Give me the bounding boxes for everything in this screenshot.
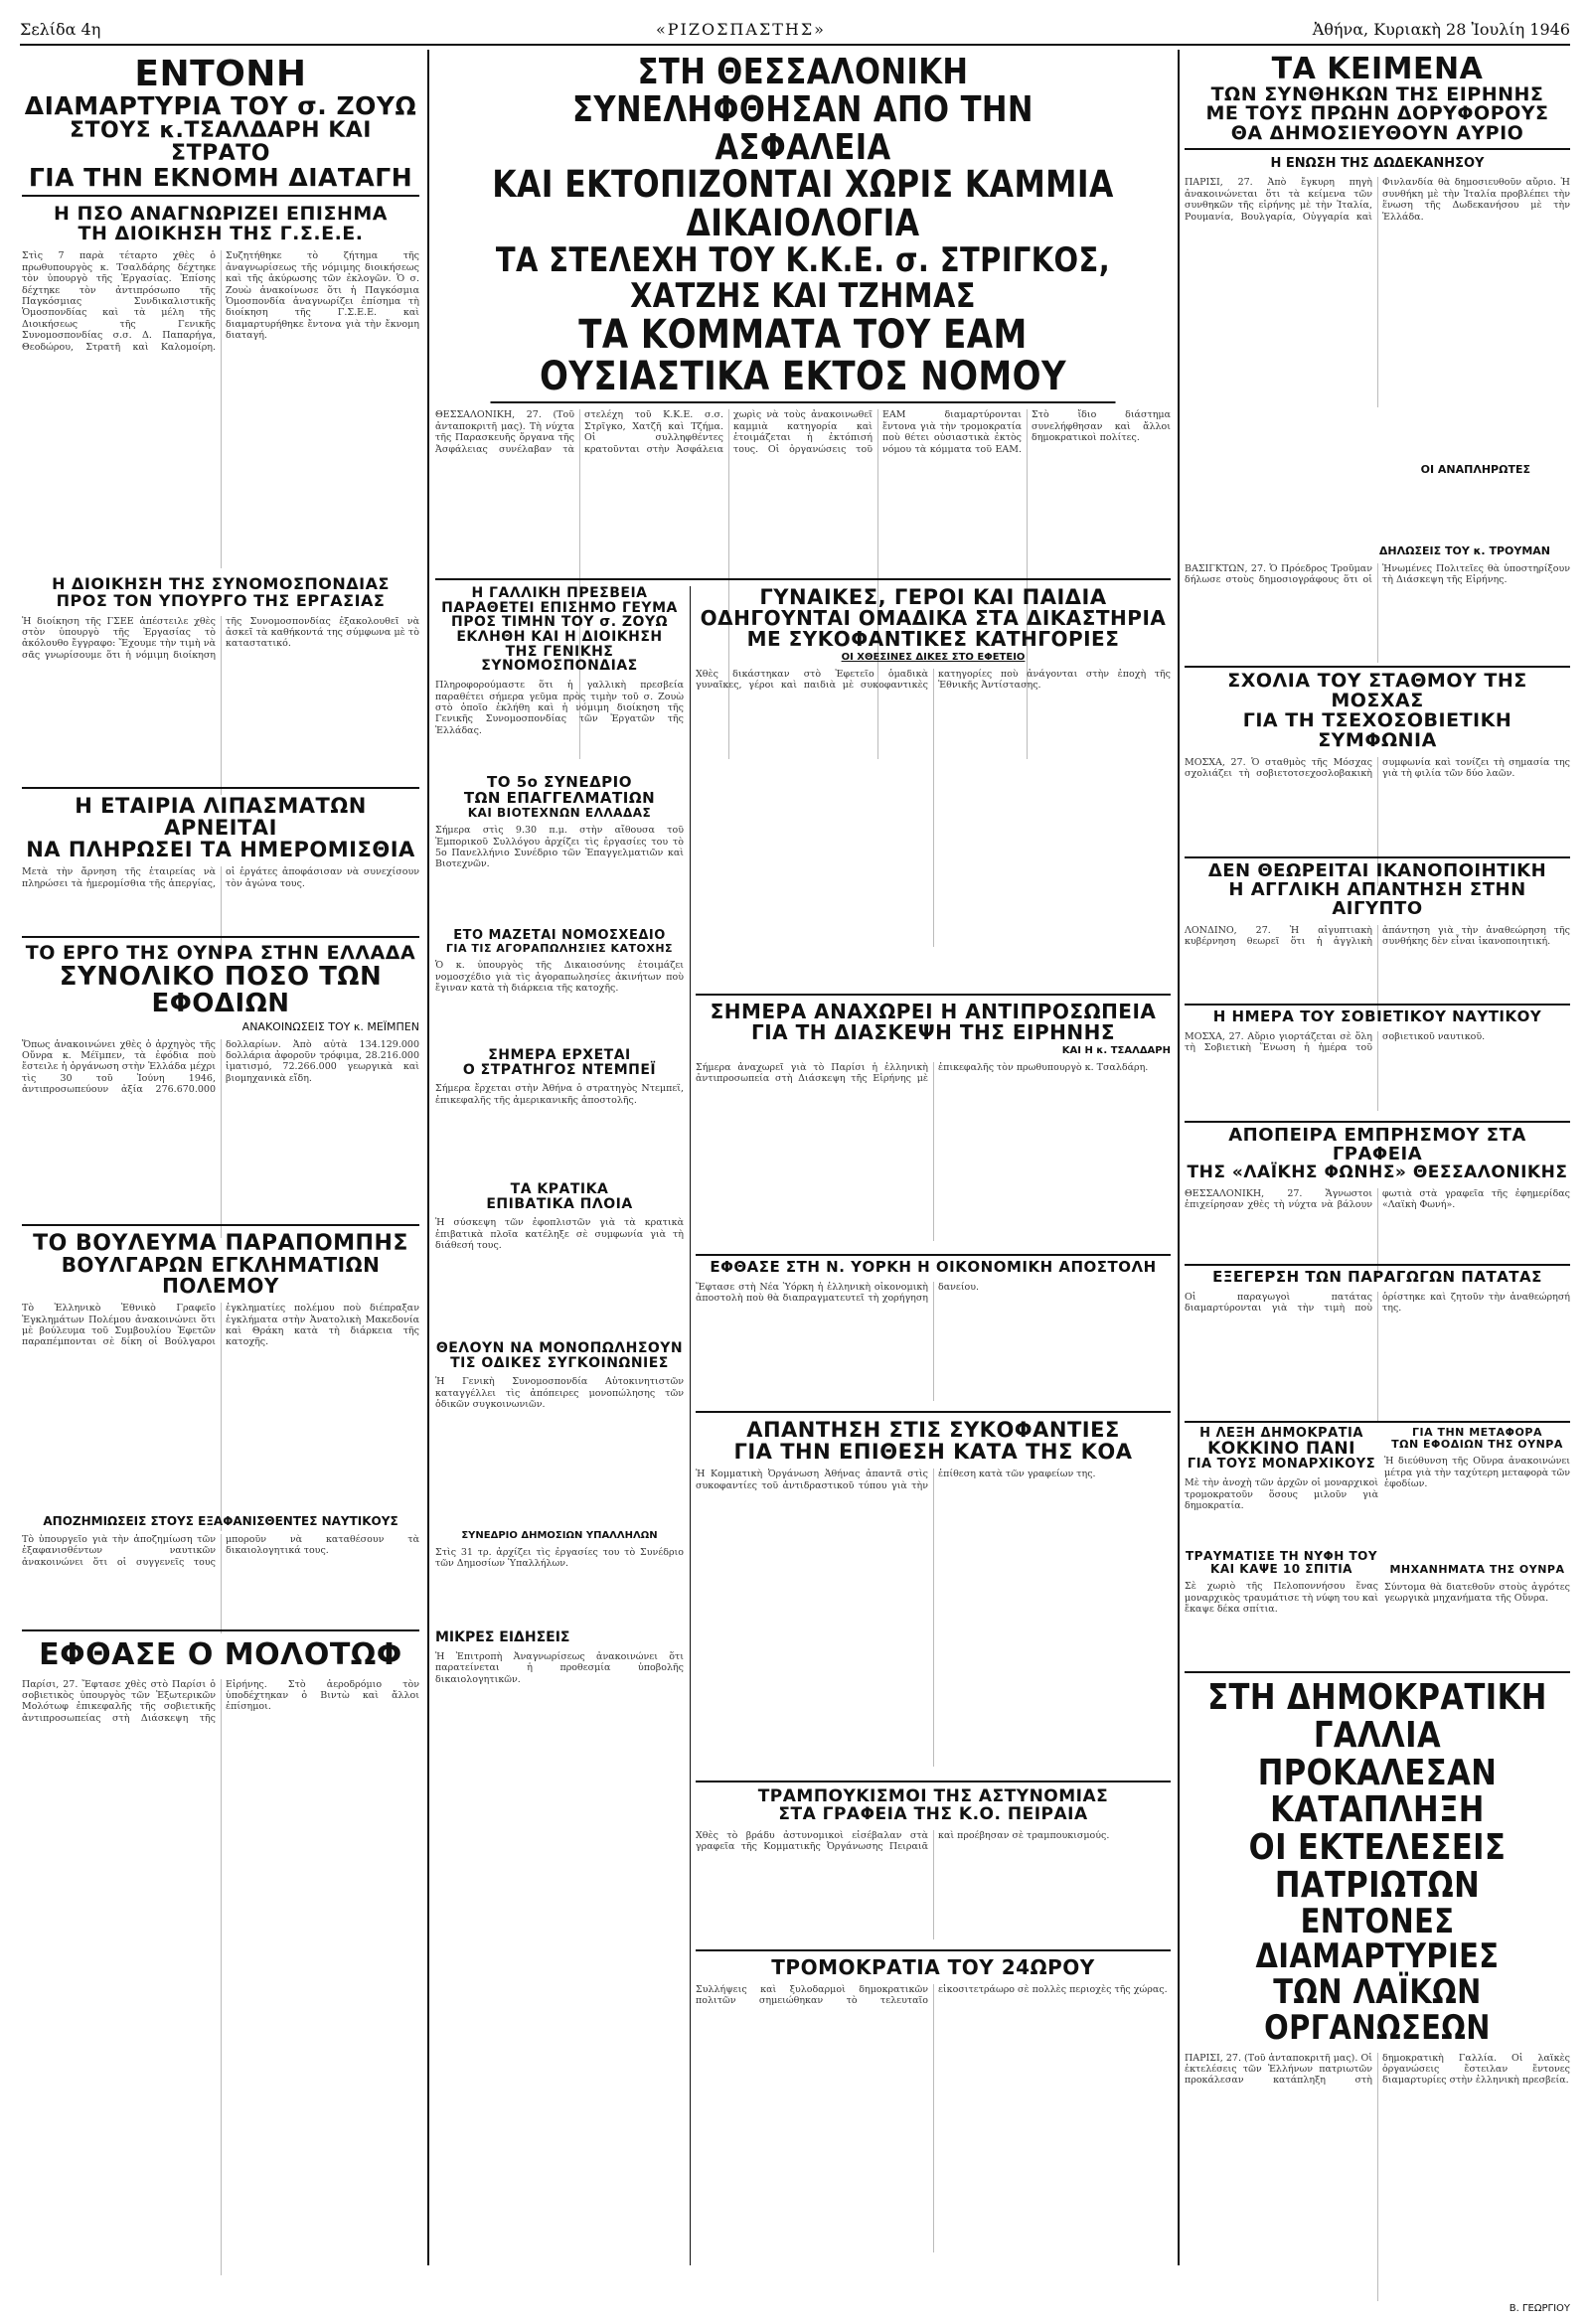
article-deputies (1185, 463, 1570, 476)
article-body: Ἡ διεύθυνση τῆς Οὔνρα ἀνακοινώνει μέτρα γιὰ τὴν ταχύτερη μεταφορὰ τῶν ἐφοδίων. (1384, 1456, 1570, 1489)
article-road-transport (435, 1341, 684, 1515)
headline: Η ΔΙΟΙΚΗΣΗ ΤΗΣ ΣΥΝΟΜΟΣΠΟΝΔΙΑΣ (52, 574, 390, 593)
headline: ΕΤΟ ΜΑΖΕΤΑΙ ΝΟΜΟΣΧΕΔΙΟ (453, 928, 666, 943)
headline: Η ΗΜΕΡΑ ΤΟΥ ΣΟΒΙΕΤΙΚΟΥ ΝΑΥΤΙΚΟΥ (1212, 1007, 1542, 1025)
headline: ΟΙ ΕΚΤΕΛΕΣΕΙΣ ΠΑΤΡΙΩΤΩΝ (1248, 1827, 1507, 1906)
article-democracy-red-cloth (1185, 1427, 1378, 1539)
main-headline: ΚΑΙ ΕΚΤΟΠΙΖΟΝΤΑΙ ΧΩΡΙΣ ΚΑΜΜΙΑ ΔΙΚΑΙΟΛΟΓΙΑ (492, 163, 1114, 245)
article-body: Ἡ διοίκηση τῆς ΓΣΕΕ ἀπέστειλε χθὲς στὸν ὑπουργὸ τῆς Ἐργασίας τὸ ἀκόλουθο ἔγγραφο: Ἔχουμε τὴν τιμὴ νὰ σᾶς γνωρίσουμε ὅτι ἡ νόμιμη διοίκηση τῆς Συνομοσπονδίας ἐξακολουθεῖ νὰ ἀσκεῖ τὰ καθήκοντά της σύμφωνα μὲ τὸ καταστατικό. (22, 615, 419, 661)
article-zou-protest (22, 56, 419, 568)
headline: ΤΡΑΜΠΟΥΚΙΣΜΟΙ ΤΗΣ ΑΣΤΥΝΟΜΙΑΣ (757, 1786, 1109, 1806)
headline: ΕΝΤΟΝΕΣ ΔΙΑΜΑΡΤΥΡΙΕΣ (1255, 1901, 1500, 1977)
article-unrra-machinery (1384, 1564, 1570, 1641)
headline: ΤΩΝ ΛΑΪΚΩΝ ΟΡΓΑΝΩΣΕΩΝ (1264, 1972, 1491, 2048)
article-body: Μετὰ τὴν ἄρνηση τῆς ἑταιρείας νὰ πληρώσει τὰ ἡμερομίσθια τῆς ἀπεργίας, οἱ ἐργάτες ἀποφάσισαν νὰ συνεχίσουν τὸν ἀγώνα τους. (22, 866, 419, 889)
masthead (20, 14, 1570, 46)
article-war-criminals (22, 1232, 419, 1531)
article-peace-conference-delegation (696, 1002, 1171, 1241)
divider (1185, 1121, 1570, 1123)
headline: ΑΠΑΝΤΗΣΗ ΣΤΙΣ ΣΥΚΟΦΑΝΤΙΕΣ (746, 1418, 1120, 1442)
headline: ΤΩΝ ΕΠΑΓΓΕΛΜΑΤΙΩΝ (463, 788, 656, 807)
headline: ΓΥΝΑΙΚΕΣ, ΓΕΡΟΙ ΚΑΙ ΠΑΙΔΙΑ (759, 585, 1107, 609)
article-body: Στὶς 7 παρὰ τέταρτο χθὲς ὁ πρωθυπουργὸς κ. Τσαλδάρης δέχτηκε τὸν ὑπουργὸ τῆς Ἐργασίας. Ἐπίσης δέχτηκε τὸν ἀντιπρόσωπο τῆς Παγκόσμιας Συνδικαλιστικῆς Ὁμοσπονδίας καὶ τὰ μέλη τῆς Διοικήσεως τῆς Γενικῆς Συνομοσπονδίας σ.σ. Δ. Παπαρήγα, Θεοδώρου, Στρατῆ καὶ Καλομοίρη. Συζητήθηκε τὸ ζήτημα τῆς ἀναγνωρίσεως τῆς νόμιμης διοικήσεως καὶ τῆς ἀκύρωσης τῶν ἐκλογῶν. Ὁ σ. Ζουὼ ἀνακοίνωσε ὅτι ἡ Παγκόσμια Ὁμοσπονδία ἀναγνωρίζει ἐπίσημα τὴ διοίκηση τῆς Γ.Σ.Ε.Ε. καὶ διαμαρτυρήθηκε ἔντονα γιὰ τὴν ἔκνομη διαταγή. (22, 250, 419, 353)
headline: ΓΙΑ ΤΗ ΔΙΑΣΚΕΨΗ ΤΗΣ ΕΙΡΗΝΗΣ (750, 1020, 1116, 1044)
divider (22, 1224, 419, 1226)
article-french-embassy (435, 586, 684, 769)
subheadline: ΤΗ ΔΙΟΙΚΗΣΗ ΤΗΣ Γ.Σ.Ε.Ε. (78, 223, 364, 245)
article-state-ships (435, 1182, 684, 1336)
newspaper-name: «ΡΙΖΟΣΠΑΣΤΗΣ» (656, 20, 826, 39)
headline: ΔΙΑΜΑΡΤΥΡΙΑ ΤΟΥ σ. ΖΟΥΩ (24, 90, 417, 120)
article-economic-mission (696, 1260, 1171, 1401)
page-number: Σελίδα 4η (20, 20, 101, 39)
headline: ΣΧΟΛΙΑ ΤΟΥ ΣΤΑΘΜΟΥ ΤΗΣ ΜΟΣΧΑΣ (1227, 670, 1527, 711)
article-short-news (435, 1629, 684, 2247)
article-body: Ἡ Κομματικὴ Ὀργάνωση Ἀθήνας ἀπαντᾶ στὶς συκοφαντίες τοῦ ἀντιδραστικοῦ τύπου γιὰ τὴν ἐπίθεση κατὰ τῶν γραφείων της. (696, 1469, 1096, 1491)
article-occupation-sales-bill (435, 929, 684, 1039)
headline: ΤΟ ΒΟΥΛΕΥΜΑ ΠΑΡΑΠΟΜΠΗΣ (33, 1231, 408, 1256)
article-body: Ἔφτασε στὴ Νέα Ὑόρκη ἡ ἑλληνικὴ οἰκονομικὴ ἀποστολὴ ποὺ θὰ διαπραγματευτεῖ τὴ χορήγηση δανείου. (696, 1281, 980, 1305)
article-body: ΒΑΣΙΓΚΤΩΝ, 27. Ὁ Πρόεδρος Τροῦμαν δήλωσε στοὺς δημοσιογράφους ὅτι οἱ Ἡνωμένες Πολιτεῖες θὰ ὑποστηρίξουν τὴ Διάσκεψη τῆς Εἰρήνης. (1185, 563, 1570, 586)
article-civil-servants (435, 1530, 684, 1627)
article-unrra-transport (1384, 1427, 1570, 1545)
divider (696, 994, 1171, 996)
divider (1185, 1004, 1570, 1006)
headline: ΤΩΝ ΕΦΟΔΙΩΝ ΤΗΣ ΟΥΝΡΑ (1391, 1437, 1563, 1451)
headline: ΜΙΚΡΕΣ ΕΙΔΗΣΕΙΣ (435, 1629, 570, 1645)
headline: ΠΡΟΣ ΤΟΝ ΥΠΟΥΡΓΟ ΤΗΣ ΕΡΓΑΣΙΑΣ (56, 590, 386, 610)
divider (696, 1411, 1171, 1413)
article-fertilizer-company (22, 795, 419, 946)
article-body: ΠΑΡΙΣΙ, 27. (Τοῦ ἀνταποκριτῆ μας). Οἱ ἐκτελέσεις τῶν Ἑλλήνων πατριωτῶν προκάλεσαν κατάπληξη στὴ δημοκρατικὴ Γαλλία. Οἱ λαϊκὲς ὀργανώσεις ἔστειλαν ἔντονες διαμαρτυρίες στὴν ἑλληνικὴ πρεσβεία. (1185, 2052, 1570, 2087)
article-body: Ἡ σύσκεψη τῶν ἐφοπλιστῶν γιὰ τὰ κρατικὰ ἐπιβατικὰ πλοῖα κατέληξε σὲ συμφωνία γιὰ τὴ διάθεσή τους. (435, 1217, 684, 1252)
article-body: Μὲ τὴν ἀνοχὴ τῶν ἀρχῶν οἱ μοναρχικοὶ τρομοκρατοῦν ὅσους μιλοῦν γιὰ δημοκρατία. (1185, 1477, 1378, 1511)
divider (696, 1254, 1171, 1256)
article-egypt-reply (1185, 862, 1570, 1014)
headline: ΓΙΑ ΤΟΥΣ ΜΟΝΑΡΧΙΚΟΥΣ (1187, 1457, 1376, 1472)
headline: Η ΛΕΞΗ ΔΗΜΟΚΡΑΤΙΑ (1199, 1426, 1363, 1441)
headline: ΕΦΘΑΣΕ Ο ΜΟΛΟΤΩΦ (39, 1637, 402, 1672)
headline: ΣΗΜΕΡΑ ΕΡΧΕΤΑΙ (488, 1047, 631, 1063)
headline: ΣΥΝΕΔΡΙΟ ΔΗΜΟΣΙΩΝ ΥΠΑΛΛΗΛΩΝ (461, 1530, 658, 1541)
headline: ΜΕ ΤΟΥΣ ΠΡΩΗΝ ΔΟΡΥΦΟΡΟΥΣ (1205, 102, 1549, 125)
article-women-elderly-children (696, 586, 1171, 947)
headline: ΚΑΙ ΒΙΟΤΕΧΝΩΝ ΕΛΛΑΔΑΣ (467, 805, 652, 820)
headline: ΚΟΚΚΙΝΟ ΠΑΝΙ (1207, 1438, 1355, 1459)
headline: Η ΕΤΑΙΡΙΑ ΛΙΠΑΣΜΑΤΩΝ ΑΡΝΕΙΤΑΙ (75, 794, 367, 841)
article-unrra-supplies (22, 944, 419, 1238)
article-body: Οἱ παραγωγοὶ πατάτας διαμαρτύρονται γιὰ τὴν τιμὴ ποὺ ὁρίστηκε καὶ ζητοῦν τὴν ἀναθεώρησή της. (1185, 1291, 1570, 1315)
headline: ΤΡΟΜΟΚΡΑΤΙΑ ΤΟΥ 24ΩΡΟΥ (771, 1955, 1095, 1979)
main-headline: ΤΑ ΣΤΕΛΕΧΗ ΤΟΥ Κ.Κ.Ε. σ. ΣΤΡΙΓΚΟΣ, ΧΑΤΖΗΣ ΚΑΙ ΤΖΗΜΑΣ (495, 240, 1111, 316)
headline: ΤΙΣ ΟΔΙΚΕΣ ΣΥΓΚΟΙΝΩΝΙΕΣ (450, 1354, 669, 1371)
headline: ΓΙΑ ΤΗ ΤΣΕΧΟΣΟΒΙΕΤΙΚΗ ΣΥΜΦΩΝΙΑ (1242, 708, 1512, 751)
article-koa-attack-reply (696, 1419, 1171, 1767)
headline: ΤΗΣ «ΛΑΪΚΗΣ ΦΩΝΗΣ» ΘΕΣΣΑΛΟΝΙΚΗΣ (1187, 1162, 1568, 1182)
divider (435, 578, 1171, 580)
headline: ΣΤΑ ΓΡΑΦΕΙΑ ΤΗΣ Κ.Ο. ΠΕΙΡΑΙΑ (778, 1803, 1088, 1824)
headline: ΤΟ ΕΡΓΟ ΤΗΣ ΟΥΝΡΑ ΣΤΗΝ ΕΛΛΑΔΑ (25, 942, 416, 964)
article-sailors-compensation (22, 1514, 419, 1633)
article-molotov-arrived (22, 1639, 419, 2275)
article-body: Ὁ κ. ὑπουργὸς τῆς Δικαιοσύνης ἑτοιμάζει νομοσχέδιο γιὰ τὶς ἀγοραπωλησίες ἀκινήτων ποὺ ἔγιναν κατὰ τὴ διάρκεια τῆς κατοχῆς. (435, 960, 684, 994)
divider (22, 1629, 419, 1631)
article-potato-producers (1185, 1270, 1570, 1421)
subheadline: Η ΠΣΟ ΑΝΑΓΝΩΡΙΖΕΙ ΕΠΙΣΗΜΑ (53, 203, 388, 226)
article-body: Πληροφορούμαστε ὅτι ἡ γαλλικὴ πρεσβεία παραθέτει σήμερα γεῦμα πρὸς τιμὴν τοῦ σ. Ζουὼ στὸ ὁποῖο ἐκλήθη καὶ ἡ νόμιμη διοίκηση τῆς Γενικῆς Συνομοσπονδίας τῶν Ἐργατῶν τῆς Ἑλλάδας. (435, 680, 684, 736)
headline: ΣΤΟΥΣ κ.ΤΣΑΛΔΑΡΗ ΚΑΙ ΣΤΡΑΤΟ (70, 118, 372, 167)
article-body: ΘΕΣΣΑΛΟΝΙΚΗ, 27. Ἄγνωστοι ἐπιχείρησαν χθὲς τὴ νύχτα νὰ βάλουν φωτιὰ στὰ γραφεῖα τῆς ἐφημερίδας «Λαϊκὴ Φωνή». (1185, 1187, 1570, 1211)
article-police-piraeus (696, 1788, 1171, 1939)
article-body: Ἡ Γενικὴ Συνομοσπονδία Αὐτοκινητιστῶν καταγγέλλει τὶς ἀπόπειρες μονοπώλησης τῶν ὁδικῶν συγκοινωνιῶν. (435, 1376, 684, 1411)
article-body: Τὸ Ἑλληνικὸ Ἐθνικὸ Γραφεῖο Ἐγκλημάτων Πολέμου ἀνακοινώνει ὅτι μὲ βούλευμα τοῦ Συμβουλίου Ἐφετῶν παραπέμπονται σὲ δίκη οἱ Βούλγαροι ἐγκληματίες πολέμου ποὺ διέπραξαν ἐγκλήματα στὴν Ἀνατολικὴ Μακεδονία καὶ Θράκη κατὰ τὴ διάρκεια τῆς κατοχῆς. (22, 1303, 419, 1348)
article-body: ΜΟΣΧΑ, 27. Ὁ σταθμὸς τῆς Μόσχας σχολιάζει τὴ σοβιετοτσεχοσλοβακικὴ συμφωνία καὶ τονίζει τὴ σημασία της γιὰ τὴ φιλία τῶν δύο λαῶν. (1185, 756, 1570, 780)
divider (1185, 666, 1570, 668)
headline: ΓΙΑ ΤΗΝ ΕΚΝΟΜΗ ΔΙΑΤΑΓΗ (22, 165, 419, 197)
headline: ΤΡΑΥΜΑΤΙΣΕ ΤΗ ΝΥΦΗ ΤΟΥ (1185, 1549, 1378, 1563)
article-body: Σύντομα θὰ διατεθοῦν στοὺς ἀγρότες γεωργικὰ μηχανήματα τῆς Οὔνρα. (1384, 1581, 1570, 1604)
headline: ΤΑ ΚΕΙΜΕΝΑ (1271, 52, 1484, 86)
article-soviet-navy-day (1185, 1009, 1570, 1111)
article-body: Ἡ Ἐπιτροπὴ Ἀναγνωρίσεως ἀνακοινώνει ὅτι παρατείνεται ἡ προθεσμία ὑποβολῆς δικαιολογητικῶν. (435, 1651, 684, 1685)
article-body: Τὸ ὑπουργεῖο γιὰ τὴν ἀποζημίωση τῶν ἐξαφανισθέντων ναυτικῶν ἀνακοινώνει ὅτι οἱ συγγενεῖς τους μποροῦν νὰ καταθέσουν τὰ δικαιολογητικά τους. (22, 1534, 419, 1568)
article-gsee-administration (22, 576, 419, 795)
headline: ΑΠΟΖΗΜΙΩΣΕΙΣ ΣΤΟΥΣ ΕΞΑΦΑΝΙΣΘΕΝΤΕΣ ΝΑΥΤΙΚΟΥΣ (43, 1514, 398, 1528)
headline: ΓΙΑ ΤΗΝ ΕΠΙΘΕΣΗ ΚΑΤΑ ΤΗΣ ΚΟΑ (733, 1440, 1133, 1465)
article-body: Σήμερα ἀναχωρεῖ γιὰ τὸ Παρίσι ἡ ἑλληνικὴ ἀντιπροσωπεία στὴ Διάσκεψη τῆς Εἰρήνης μὲ ἐπικεφαλῆς τὸν πρωθυπουργὸ κ. Τσαλδάρη. (696, 1062, 1149, 1085)
headline: ΕΝΤΟΝΗ (134, 54, 307, 94)
article-body: Χθὲς τὸ βράδυ ἀστυνομικοὶ εἰσέβαλαν στὰ γραφεῖα τῆς Κομματικῆς Ὀργάνωσης Πειραιᾶ καὶ προέβησαν σὲ τραμπουκισμούς. (696, 1829, 1110, 1853)
article-democratic-france (1185, 1679, 1570, 2324)
issue-date: Ἀθήνα, Κυριακὴ 28 Ἰουλίη 1946 (1312, 20, 1570, 39)
article-body: Σήμερα ἔρχεται στὴν Ἀθήνα ὁ στρατηγὸς Ντεμπεΐ, ἐπικεφαλῆς τῆς ἀμερικανικῆς ἀποστολῆς. (435, 1083, 684, 1106)
headline: ΟΙ ΑΝΑΠΛΗΡΩΤΕΣ (1420, 463, 1530, 476)
divider (1185, 1421, 1570, 1423)
article-body: ΛΟΝΔΙΝΟ, 27. Ἡ αἰγυπτιακὴ κυβέρνηση θεωρεῖ ὅτι ἡ ἀγγλικὴ ἀπάντηση γιὰ τὴν ἀναθεώρηση τῆς συνθήκης δὲν εἶναι ἱκανοποιητική. (1185, 924, 1570, 948)
headline: ΣΗΜΕΡΑ ΑΝΑΧΩΡΕΙ Η ΑΝΤΙΠΡΟΣΩΠΕΙΑ (710, 1000, 1157, 1023)
divider (696, 1781, 1171, 1782)
divider (1185, 1671, 1570, 1673)
article-professionals-congress (435, 775, 684, 914)
headline: ΤΗΣ ΓΕΝΙΚΗΣ ΣΥΝΟΜΟΣΠΟΝΔΙΑΣ (481, 643, 638, 675)
headline: ΜΗΧΑΝΗΜΑΤΑ ΤΗΣ ΟΥΝΡΑ (1389, 1563, 1565, 1576)
headline: ΑΠΟΠΕΙΡΑ ΕΜΠΡΗΣΜΟΥ ΣΤΑ ΓΡΑΦΕΙΑ (1228, 1125, 1526, 1164)
article-arson-attempt (1185, 1127, 1570, 1278)
headline: ΠΑΡΑΘΕΤΕΙ ΕΠΙΣΗΜΟ ΓΕΥΜΑ (441, 599, 678, 616)
headline: ΠΡΟΣ ΤΙΜΗΝ ΤΟΥ σ. ΖΟΥΩ (451, 614, 668, 631)
divider (22, 936, 419, 938)
headline: ΘΕΛΟΥΝ ΝΑ ΜΟΝΟΠΩΛΗΣΟΥΝ (435, 1340, 684, 1356)
article-general-arrives (435, 1048, 684, 1172)
main-headline: ΣΤΗ ΘΕΣΣΑΛΟΝΙΚΗ ΣΥΝΕΛΗΦΘΗΣΑΝ ΑΠΟ ΤΗΝ ΑΣΦΑΛΕΙΑ (572, 52, 1034, 168)
article-truman-statements (1185, 544, 1570, 663)
subheadline: ΟΙ ΧΘΕΣΙΝΕΣ ΔΙΚΕΣ ΣΤΟ ΕΦΕΤΕΙΟ (841, 652, 1026, 664)
divider (1185, 1264, 1570, 1266)
headline: ΒΟΥΛΓΑΡΩΝ ΕΓΚΛΗΜΑΤΙΩΝ ΠΟΛΕΜΟΥ (61, 1253, 381, 1299)
headline: ΝΑ ΠΛΗΡΩΣΕΙ ΤΑ ΗΜΕΡΟΜΙΣΘΙΑ (26, 838, 415, 862)
byline: Β. ΓΕΩΡΓΙΟΥ (1509, 2302, 1570, 2314)
divider (22, 787, 419, 789)
headline: Ο ΣΤΡΑΤΗΓΟΣ ΝΤΕΜΠΕΪ (462, 1061, 657, 1078)
article-body: Χθὲς δικάστηκαν στὸ Ἐφετεῖο ὁμαδικὰ γυναῖκες, γέροι καὶ παιδιὰ μὲ συκοφαντικὲς κατηγορίες ποὺ ἀνάγονται στὴν ἐποχὴ τῆς Ἐθνικῆς Ἀντίστασης. (696, 669, 1171, 692)
subheadline: Η ΕΝΩΣΗ ΤΗΣ ΔΩΔΕΚΑΝΗΣΟΥ (1270, 156, 1485, 172)
article-body: Συλλήψεις καὶ ξυλοδαρμοὶ δημοκρατικῶν πολιτῶν σημειώθηκαν τὸ τελευταῖο εἰκοσιτετράωρο σὲ πολλὲς περιοχὲς τῆς χώρας. (696, 1984, 1168, 2007)
headline: ΤΟ 5ο ΣΥΝΕΔΡΙΟ (486, 773, 632, 791)
headline: ΓΙΑ ΤΙΣ ΑΓΟΡΑΠΩΛΗΣΙΕΣ ΚΑΤΟΧΗΣ (445, 941, 674, 955)
headline: ΚΑΙ ΚΑΨΕ 10 ΣΠΙΤΙΑ (1210, 1561, 1352, 1576)
article-body: ΜΟΣΧΑ, 27. Αὔριο γιορτάζεται σὲ ὅλη τὴ Σοβιετικὴ Ἕνωση ἡ ἡμέρα τοῦ σοβιετικοῦ ναυτικοῦ. (1185, 1030, 1486, 1054)
main-headline: ΤΑ ΚΟΜΜΑΤΑ ΤΟΥ ΕΑΜ ΟΥΣΙΑΣΤΙΚΑ ΕΚΤΟΣ ΝΟΜΟΥ (491, 314, 1116, 403)
column-divider (690, 586, 691, 2265)
article-body: Ὅπως ἀνακοινώνει χθὲς ὁ ἀρχηγὸς τῆς Οὔνρα κ. Μέϊμπεν, τὰ ἐφόδια ποὺ ἔστειλε ἡ ὀργάνωση στὴν Ἑλλάδα μέχρι τὶς 30 τοῦ Ἰούνη 1946, ἀντιπροσωπεύουν ἀξία 276.670.000 δολλαρίων. Ἀπὸ αὐτὰ 134.129.000 δολλάρια ἀφοροῦν τρόφιμα, 28.216.000 ἰματισμό, 72.266.000 γεωργικὰ καὶ βιομηχανικὰ εἴδη. (22, 1038, 419, 1096)
headline: ΤΑ ΚΡΑΤΙΚΑ (510, 1181, 609, 1197)
headline: Η ΑΓΓΛΙΚΗ ΑΠΑΝΤΗΣΗ ΣΤΗΝ ΑΙΓΥΠΤΟ (1228, 878, 1526, 919)
headline: ΤΩΝ ΣΥΝΘΗΚΩΝ ΤΗΣ ΕΙΡΗΝΗΣ (1210, 82, 1544, 105)
article-peace-treaty-texts (1185, 54, 1570, 407)
headline: ΘΑ ΔΗΜΟΣΙΕΥΘΟΥΝ ΑΥΡΙΟ (1185, 124, 1570, 150)
headline: ΕΠΙΒΑΤΙΚΑ ΠΛΟΙΑ (486, 1195, 633, 1212)
article-body: Στὶς 31 τρ. ἀρχίζει τὶς ἐργασίες του τὸ Συνέδριο τῶν Δημοσίων Ὑπαλλήλων. (435, 1547, 684, 1570)
headline: ΜΕ ΣΥΚΟΦΑΝΤΙΚΕΣ ΚΑΤΗΓΟΡΙΕΣ (746, 627, 1120, 652)
headline: ΠΡΟΚΑΛΕΣΑΝ ΚΑΤΑΠΛΗΞΗ (1257, 1752, 1498, 1831)
article-wounded-daughter-in-law (1185, 1550, 1378, 1650)
headline: ΕΚΛΗΘΗ ΚΑΙ Η ΔΙΟΙΚΗΣΗ (456, 629, 663, 646)
subheadline: ΚΑΙ Η κ. ΤΣΑΛΔΑΡΗ (1061, 1045, 1171, 1056)
headline: ΣΥΝΟΛΙΚΟ ΠΟΣΟ ΤΩΝ ΕΦΟΔΙΩΝ (59, 961, 383, 1019)
headline: Η ΓΑΛΛΙΚΗ ΠΡΕΣΒΕΙΑ (471, 585, 648, 601)
article-body: Σὲ χωριὸ τῆς Πελοποννήσου ἕνας μοναρχικὸς τραυμάτισε τὴ νύφη του καὶ ἔκαψε δέκα σπίτια. (1185, 1581, 1378, 1615)
byline: ΑΝΑΚΟΙΝΩΣΕΙΣ ΤΟΥ κ. ΜΕΪΜΠΕΝ (241, 1019, 419, 1033)
column-divider (427, 50, 429, 2265)
article-body: ΠΑΡΙΣΙ, 27. Ἀπὸ ἔγκυρη πηγὴ ἀνακοινώνεται ὅτι τὰ κείμενα τῶν συνθηκῶν τῆς εἰρήνης μὲ τὴν Ἰταλία, Ρουμανία, Βουλγαρία, Οὑγγαρία καὶ Φινλανδία θὰ δημοσιευθοῦν αὔριο. Ἡ συνθήκη μὲ τὴν Ἰταλία προβλέπει τὴν ἕνωση τῆς Δωδεκανήσου μὲ τὴν Ἑλλάδα. (1185, 177, 1570, 223)
article-body: ΘΕΣΣΑΛΟΝΙΚΗ, 27. (Τοῦ ἀνταποκριτῆ μας). Τὴ νύχτα τῆς Παρασκευῆς ὄργανα τῆς Ἀσφάλειας συνέλαβαν τὰ στελέχη τοῦ Κ.Κ.Ε. σ.σ. Στρῖγκο, Χατζῆ καὶ Τζήμα. Οἱ συλληφθέντες κρατοῦνται στὴν Ἀσφάλεια χωρὶς νὰ τοὺς ἀνακοινωθεῖ καμμιὰ κατηγορία καὶ ἑτοιμάζεται ἡ ἐκτόπισή τους. Οἱ ὀργανώσεις τοῦ ΕΑΜ διαμαρτύρονται ἔντονα γιὰ τὴν τρομοκρατία ποὺ θέτει οὐσιαστικὰ ἐκτὸς νόμου τὰ κόμματα τοῦ ΕΑΜ. Στὸ ἴδιο διάστημα συνελήφθησαν καὶ ἄλλοι δημοκρατικοὶ πολίτες. (435, 409, 1171, 455)
headline: ΔΕΝ ΘΕΩΡΕΙΤΑΙ ΙΚΑΝΟΠΟΙΗΤΙΚΗ (1207, 860, 1547, 881)
headline: ΕΦΘΑΣΕ ΣΤΗ Ν. ΥΟΡΚΗ Η ΟΙΚΟΝΟΜΙΚΗ ΑΠΟΣΤΟΛΗ (710, 1258, 1157, 1276)
headline: ΓΙΑ ΤΗΝ ΜΕΤΑΦΟΡΑ (1412, 1426, 1542, 1439)
divider (1185, 856, 1570, 858)
headline: ΕΞΕΓΕΡΣΗ ΤΩΝ ΠΑΡΑΓΩΓΩΝ ΠΑΤΑΤΑΣ (1212, 1268, 1542, 1286)
article-moscow-czech-agreement (1185, 672, 1570, 886)
divider (696, 1949, 1171, 1951)
headline: ΟΔΗΓΟΥΝΤΑΙ ΟΜΑΔΙΚΑ ΣΤΑ ΔΙΚΑΣΤΗΡΙΑ (700, 606, 1167, 631)
article-body: Παρίσι, 27. Ἔφτασε χθὲς στὸ Παρίσι ὁ σοβιετικὸς ὑπουργὸς τῶν Ἐξωτερικῶν Μολότωφ ἐπικεφαλῆς τῆς σοβιετικῆς ἀντιπροσωπείας στὴ Διάσκεψη τῆς Εἰρήνης. Στὸ ἀεροδρόμιο τὸν ὑποδέχτηκαν ὁ Βιντὼ καὶ ἄλλοι ἐπίσημοι. (22, 1678, 419, 1724)
article-body: Σήμερα στὶς 9.30 π.μ. στὴν αἴθουσα τοῦ Ἐμπορικοῦ Συλλόγου ἀρχίζει τὶς ἐργασίες του τὸ 5ο Πανελλήνιο Συνέδριο τῶν Ἐπαγγελματιῶν καὶ Βιοτεχνῶν. (435, 825, 684, 870)
column-divider (1178, 50, 1180, 2265)
headline: ΣΤΗ ΔΗΜΟΚΡΑΤΙΚΗ ΓΑΛΛΙΑ (1207, 1677, 1547, 1756)
headline: ΔΗΛΩΣΕΙΣ ΤΟΥ κ. ΤΡΟΥΜΑΝ (1378, 544, 1550, 557)
article-terror-24h (696, 1957, 1171, 2252)
